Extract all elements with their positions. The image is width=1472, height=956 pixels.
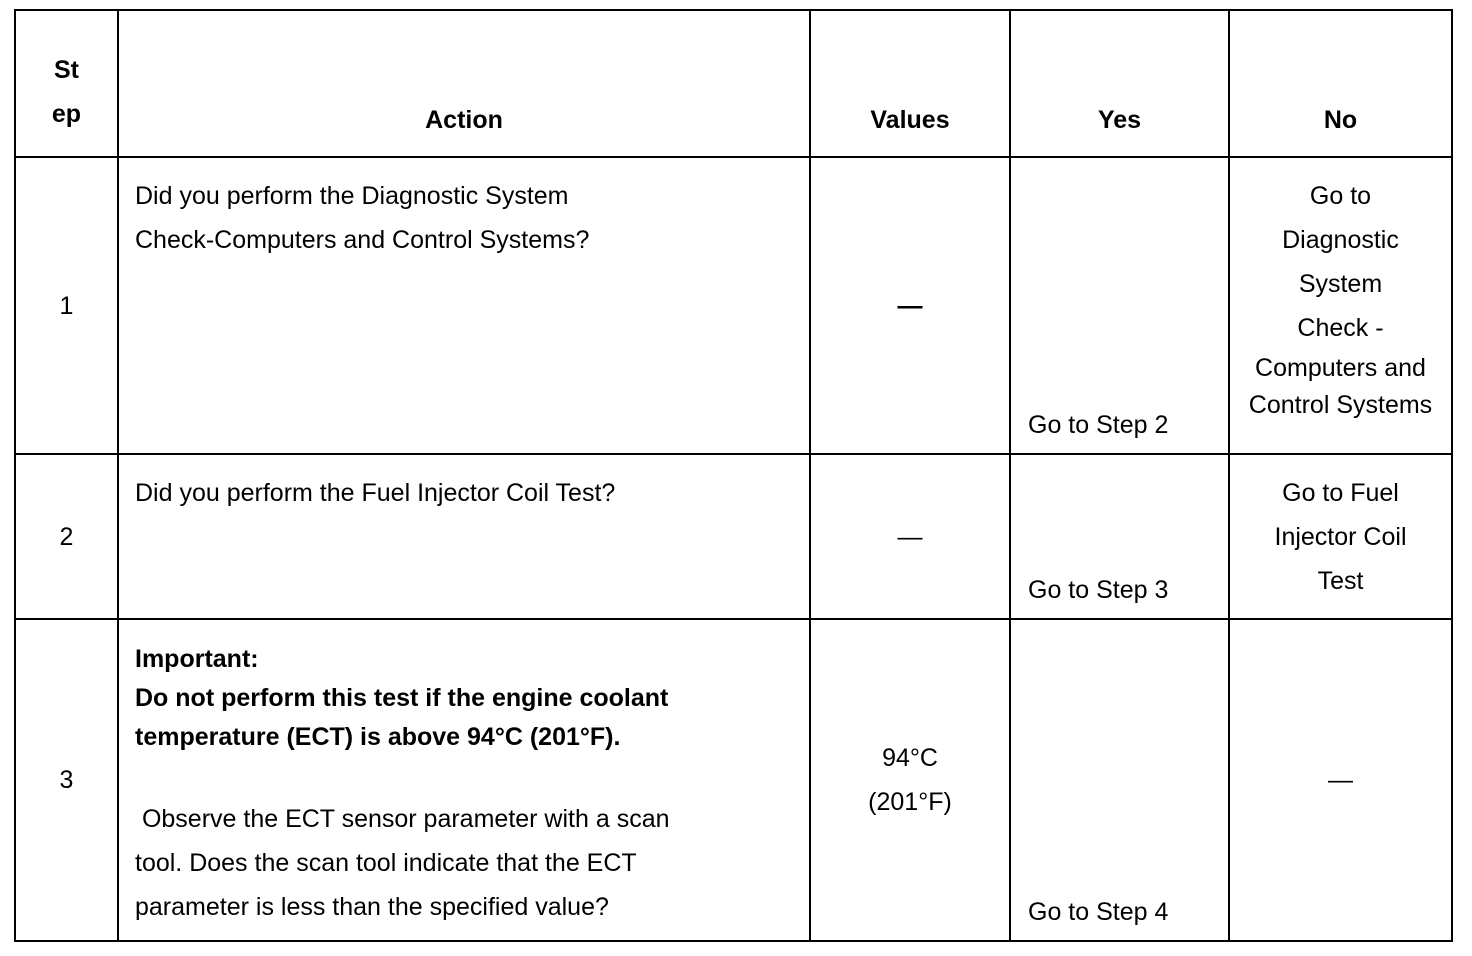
no-line: Go to	[1309, 182, 1372, 210]
values-cell	[810, 619, 1010, 941]
spacer	[135, 757, 793, 797]
important-text-line: temperature (ECT) is above 94°C (201°F).	[135, 723, 621, 751]
no-line: System	[1298, 270, 1383, 298]
no-line: Diagnostic	[1282, 226, 1399, 254]
header-values: Values	[810, 10, 1010, 157]
value-line: 94°C	[882, 744, 938, 772]
header-action: Action	[118, 10, 810, 157]
values-cell: —	[810, 454, 1010, 619]
action-line: Check-Computers and Control Systems?	[135, 226, 590, 254]
action-cell	[118, 619, 810, 941]
no-cell	[1229, 157, 1452, 454]
table-row	[15, 157, 1452, 454]
action-cell	[118, 454, 810, 619]
diagnostic-table	[14, 9, 1453, 942]
no-line: Test	[1317, 567, 1364, 595]
action-line: Did you perform the Diagnostic System	[135, 182, 569, 210]
table-row	[15, 454, 1452, 619]
action-cell	[118, 157, 810, 454]
header-step-line1: St	[54, 56, 79, 84]
no-line: Control Systems	[1248, 391, 1433, 419]
step-number: 2	[15, 454, 118, 619]
yes-cell: Go to Step 3	[1010, 454, 1229, 619]
step-number: 1	[15, 157, 118, 454]
step-number: 3	[15, 619, 118, 941]
value-line: (201°F)	[868, 788, 952, 816]
header-no: No	[1229, 10, 1452, 157]
header-step-line2: ep	[51, 100, 82, 128]
yes-cell: Go to Step 4	[1010, 619, 1229, 941]
header-step	[15, 10, 118, 157]
header-yes: Yes	[1010, 10, 1229, 157]
action-line: parameter is less than the specified value?	[135, 893, 609, 921]
action-line: Observe the ECT sensor parameter with a scan	[135, 805, 670, 833]
values-cell: —	[810, 157, 1010, 454]
action-line: tool. Does the scan tool indicate that the ECT	[135, 849, 637, 877]
no-line: Go to Fuel	[1282, 479, 1399, 507]
no-cell: —	[1229, 619, 1452, 941]
no-line: Computers and	[1255, 354, 1426, 382]
action-line: Did you perform the Fuel Injector Coil Test?	[135, 479, 616, 507]
important-label: Important:	[135, 645, 259, 673]
table-row	[15, 619, 1452, 941]
yes-cell: Go to Step 2	[1010, 157, 1229, 454]
important-text-line: Do not perform this test if the engine coolant	[135, 684, 669, 712]
no-cell	[1229, 454, 1452, 619]
no-line: Injector Coil	[1274, 523, 1407, 551]
header-row	[15, 10, 1452, 157]
no-line: Check -	[1297, 314, 1384, 342]
